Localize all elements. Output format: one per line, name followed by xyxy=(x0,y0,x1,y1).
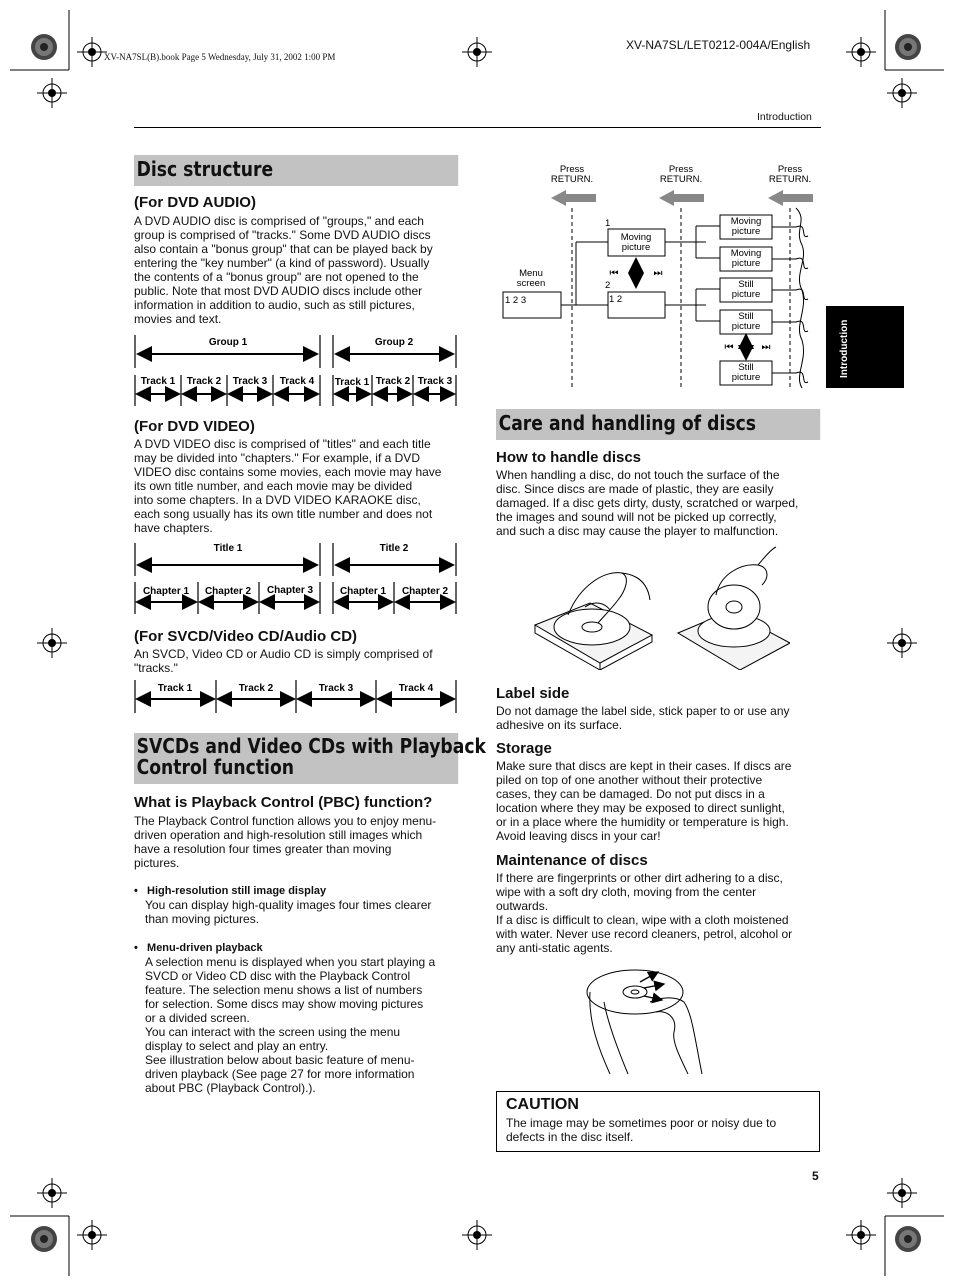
svcd-heading: (For SVCD/Video CD/Audio CD) xyxy=(134,628,358,645)
chapter-label: Chapter 3 xyxy=(266,585,314,596)
svg-text:RETURN.: RETURN. xyxy=(768,174,812,185)
care-title-band xyxy=(496,409,820,440)
svg-text:1 2 3: 1 2 3 xyxy=(505,295,527,306)
group-label: Group 1 xyxy=(208,337,248,348)
side-tab xyxy=(826,306,904,388)
track-label: Track 2 xyxy=(186,376,222,387)
svg-text:2: 2 xyxy=(605,280,611,291)
handle-heading: How to handle discs xyxy=(496,449,642,466)
disc-handling-illustration xyxy=(530,545,790,670)
pbc-title-band xyxy=(134,733,486,784)
dvd-audio-heading: (For DVD AUDIO) xyxy=(134,194,256,211)
disc-structure-title-band xyxy=(134,155,458,186)
track-label: Track 1 xyxy=(140,376,176,387)
side-tab-label: Introduction xyxy=(839,319,850,378)
next-icon: ⏭ xyxy=(761,342,771,353)
caution-box xyxy=(496,1091,820,1152)
svg-text:Menu: Menu xyxy=(519,268,543,279)
caution-title: CAUTION xyxy=(506,1096,579,1113)
dvd-video-text: A DVD VIDEO disc is comprised of "titles" and each title may be divided into "chapters." For example, if a DVD VIDEO disc contains some movies, each movie may have its own title number, and each movie may be divided into some chapters. In a DVD VIDEO KARAOKE disc, each song usually has its own title number and does not have chapters. xyxy=(134,437,442,535)
svg-text:Press: Press xyxy=(777,164,803,175)
next-icon: ⏭ xyxy=(653,268,663,279)
svg-text:RETURN.: RETURN. xyxy=(550,174,594,185)
label-side-heading: Label side xyxy=(496,685,570,702)
pbc-text: The Playback Control function allows you to enjoy menu- driven operation and high-resolution still images which have a resolution four times greater than moving pictures. xyxy=(134,814,437,870)
svg-text:Still: Still xyxy=(738,311,754,322)
section-label: Introduction xyxy=(757,111,812,123)
header-rule xyxy=(134,127,821,128)
svg-text:Moving: Moving xyxy=(730,248,762,259)
track-label: Track 4 xyxy=(279,376,315,387)
svg-text:Moving: Moving xyxy=(620,232,652,243)
dvd-video-structure-diagram xyxy=(130,538,464,618)
disc-structure-title: Disc structure xyxy=(136,157,274,181)
care-title: Care and handling of discs xyxy=(498,411,757,435)
track-label: Track 1 xyxy=(334,377,370,388)
model-code: XV-NA7SL/LET0212-004A/English xyxy=(626,38,811,52)
print-line: XV-NA7SL(B).book Page 5 Wednesday, July 31, 2002 1:00 PM xyxy=(104,52,336,62)
chapter-label: Chapter 2 xyxy=(204,586,252,597)
handle-text: When handling a disc, do not touch the surface of the disc. Since discs are made of plastic, they are easily damaged. If a disc gets dirty, dusty, scratched or warped, the images and sound will not be picked up correctly, and such a disc may cause the player to malfunction. xyxy=(496,468,799,538)
track-label: Track 1 xyxy=(157,683,193,694)
svg-text:1 2: 1 2 xyxy=(609,294,623,305)
svg-text:picture: picture xyxy=(731,321,761,332)
svg-text:Press: Press xyxy=(668,164,694,175)
previous-icon: ⏮ xyxy=(724,342,734,353)
maintenance-text: If there are fingerprints or other dirt adhering to a disc, wipe with a soft dry cloth, moving from the center outwards. If a disc is difficult to clean, wipe with a cloth moistened with water. Never use record cleaners, petrol, alcohol or any anti-static agents. xyxy=(496,871,793,955)
svg-text:picture: picture xyxy=(731,258,761,269)
dvd-audio-text: A DVD AUDIO disc is comprised of "groups," and each group is comprised of "tracks." Some DVD AUDIO discs also contain a "bonus group" that can be played back by entering the "key number" (a kind of password). Usually the contents of a "bonus group" are not opened to the public. Note that most DVD AUDIO discs include other information in addition to audio, such as still pictures, movies and text. xyxy=(134,214,433,326)
svg-text:Still: Still xyxy=(738,362,754,373)
track-label: Track 2 xyxy=(238,683,274,694)
bullet-menu: • Menu-driven playback A selection menu is displayed when you start playing a SVCD or Video CD disc with the Playback Control feature. The selection menu shows a list of numbers for selection. Some discs may show moving pictures or a divided screen. You can interact with the screen using the menu display to select and play an entry. See illustration below about basic feature of menu- driven playback (See page 27 for more information about PBC (Playback Control).). xyxy=(134,942,436,1095)
svg-text:picture: picture xyxy=(731,289,761,300)
svg-text:picture: picture xyxy=(731,226,761,237)
bullet-hires: • High-resolution still image display You can display high-quality images four times clearer than moving pictures. xyxy=(134,885,432,926)
group-label: Group 2 xyxy=(374,337,414,348)
previous-icon: ⏮ xyxy=(609,268,619,279)
chapter-label: Chapter 1 xyxy=(339,586,387,597)
label-side-text: Do not damage the label side, stick paper to or use any adhesive on its surface. xyxy=(496,704,790,732)
chapter-label: Chapter 2 xyxy=(401,586,449,597)
svg-text:picture: picture xyxy=(731,372,761,383)
dvd-video-heading: (For DVD VIDEO) xyxy=(134,418,255,435)
return-arrow-icon xyxy=(551,190,596,206)
svg-text:Moving: Moving xyxy=(730,216,762,227)
svg-text:Press: Press xyxy=(559,164,585,175)
caution-text: The image may be sometimes poor or noisy due to defects in the disc itself. xyxy=(506,1116,777,1144)
svg-text:screen: screen xyxy=(516,278,546,289)
disc-wiping-illustration xyxy=(580,962,720,1080)
chapter-label: Chapter 1 xyxy=(142,586,190,597)
track-label: Track 3 xyxy=(318,683,354,694)
title-label: Title 2 xyxy=(379,543,409,554)
storage-heading: Storage xyxy=(496,740,552,757)
pbc-title-line: Control function xyxy=(136,755,295,779)
track-label: Track 2 xyxy=(375,376,411,387)
pbc-title-line: SVCDs and Video CDs with Playback xyxy=(136,734,486,758)
svcd-structure-diagram xyxy=(130,677,464,717)
svg-text:1: 1 xyxy=(605,218,611,229)
return-arrow-icon xyxy=(659,190,704,206)
maintenance-heading: Maintenance of discs xyxy=(496,852,648,869)
track-label: Track 3 xyxy=(417,376,453,387)
page-number: 5 xyxy=(812,1169,819,1183)
svg-text:RETURN.: RETURN. xyxy=(659,174,703,185)
svcd-text: An SVCD, Video CD or Audio CD is simply comprised of "tracks." xyxy=(134,647,433,675)
svg-text:Still: Still xyxy=(738,279,754,290)
svg-text:picture: picture xyxy=(621,242,651,253)
return-arrow-icon xyxy=(768,190,813,206)
storage-text: Make sure that discs are kept in their cases. If discs are piled on top of one another without their protective cases, they can be damaged. Do not put discs in a location where they may be exposed to direct sunlight, or in a place where the humidity or temperature is high. Avoid leaving discs in your car! xyxy=(496,759,792,843)
track-label: Track 3 xyxy=(232,376,268,387)
title-label: Title 1 xyxy=(213,543,243,554)
dvd-audio-structure-diagram xyxy=(130,330,464,410)
pbc-heading: What is Playback Control (PBC) function? xyxy=(134,794,433,811)
track-label: Track 4 xyxy=(398,683,434,694)
pbc-menu-diagram xyxy=(496,160,826,390)
